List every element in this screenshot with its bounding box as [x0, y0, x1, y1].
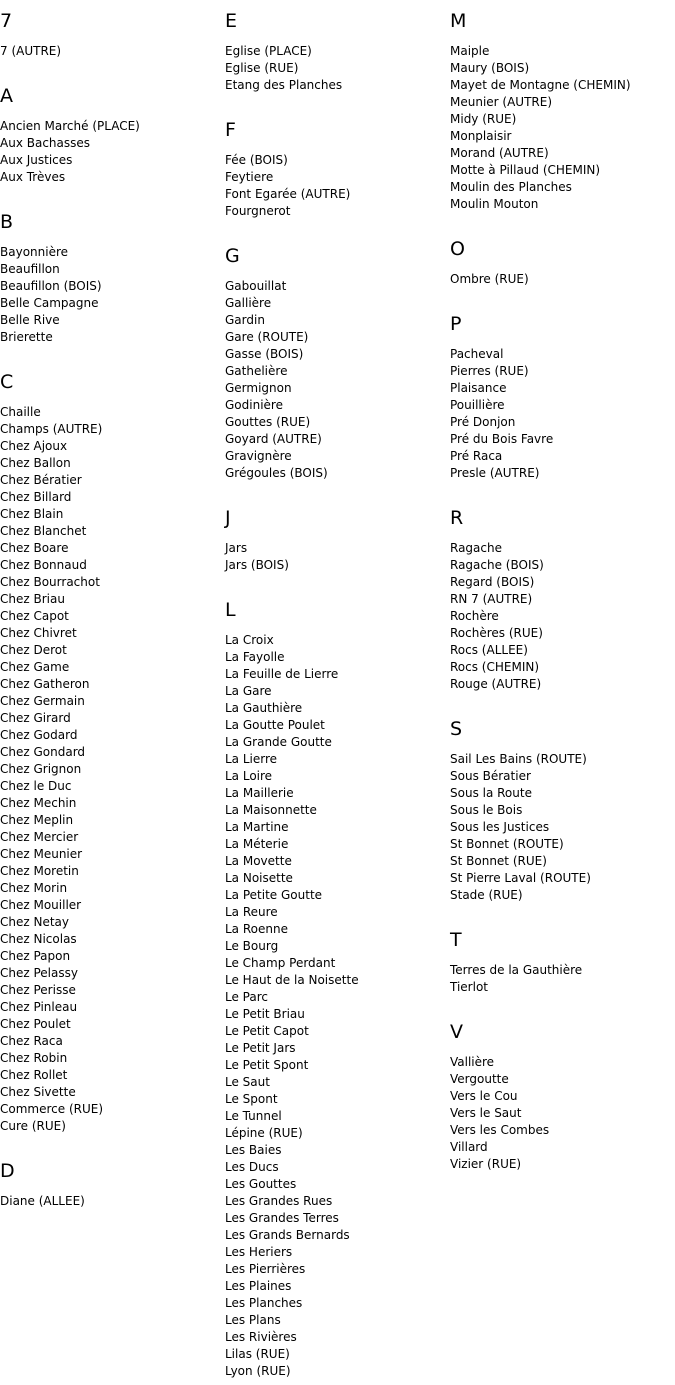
letter-section [0, 210, 225, 346]
street-item: 7 (AUTRE) [0, 44, 62, 58]
street-item: Cure (RUE) [0, 1119, 66, 1133]
street-item: Sous le Bois [450, 803, 523, 817]
street-item: Les Planches [225, 1296, 303, 1310]
letter-section [450, 717, 675, 904]
street-item: La Croix [225, 633, 274, 647]
street-item: Morand (AUTRE) [450, 146, 549, 160]
street-item: Ombre (RUE) [450, 272, 529, 286]
street-item: Chez Mechin [0, 796, 77, 810]
street-item: Gabouillat [225, 279, 287, 293]
street-item: Chez Blanchet [0, 524, 87, 538]
street-item: La Gare [225, 684, 272, 698]
street-item: Beaufillon [0, 262, 60, 276]
street-item: Diane (ALLEE) [0, 1194, 85, 1208]
letter-heading: P [450, 313, 462, 335]
street-item: Ancien Marché (PLACE) [0, 119, 140, 133]
street-item: Vers les Combes [450, 1123, 550, 1137]
street-item: Belle Rive [0, 313, 60, 327]
street-item: Pacheval [450, 347, 504, 361]
street-item: Fée (BOIS) [225, 153, 288, 167]
letter-section [450, 237, 675, 288]
letter-heading: L [225, 599, 236, 621]
street-item: Rochère [450, 609, 499, 623]
street-item: Chez Rollet [0, 1068, 68, 1082]
street-item: Rocs (CHEMIN) [450, 660, 540, 674]
street-item: Chez Bourrachot [0, 575, 100, 589]
street-item: Chez Boare [0, 541, 69, 555]
street-item: Le Petit Jars [225, 1041, 296, 1055]
street-item: Le Spont [225, 1092, 278, 1106]
street-item: La Lierre [225, 752, 278, 766]
letter-heading: D [0, 1160, 15, 1182]
street-item: Chez Mercier [0, 830, 79, 844]
letter-section [225, 118, 450, 220]
street-item: Les Pierrières [225, 1262, 306, 1276]
street-item: Les Heriers [225, 1245, 293, 1259]
street-item: Champs (AUTRE) [0, 422, 103, 436]
letter-section [225, 598, 450, 1380]
street-item: Goyard (AUTRE) [225, 432, 322, 446]
street-item: Chez Moretin [0, 864, 79, 878]
street-item: Tierlot [450, 980, 488, 994]
street-item: Pré Raca [450, 449, 503, 463]
street-item: Belle Campagne [0, 296, 99, 310]
street-item: Maury (BOIS) [450, 61, 530, 75]
street-list [450, 43, 675, 213]
street-item: Les Grandes Rues [225, 1194, 333, 1208]
street-item: Gardin [225, 313, 265, 327]
street-item: Presle (AUTRE) [450, 466, 540, 480]
letter-heading: 7 [0, 10, 13, 32]
letter-heading: G [225, 245, 240, 267]
street-item: Chez Briau [0, 592, 65, 606]
letter-heading: V [450, 1021, 463, 1043]
street-item: Le Champ Perdant [225, 956, 336, 970]
street-item: La Loire [225, 769, 273, 783]
street-item: Moulin des Planches [450, 180, 572, 194]
street-item: Terres de la Gauthière [450, 963, 583, 977]
street-item: Midy (RUE) [450, 112, 517, 126]
street-item: Lilas (RUE) [225, 1347, 290, 1361]
street-item: Bayonnière [0, 245, 69, 259]
street-item: Le Haut de la Noisette [225, 973, 359, 987]
street-item: Grégoules (BOIS) [225, 466, 328, 480]
street-item: La Petite Goutte [225, 888, 323, 902]
street-item: Chez Godard [0, 728, 78, 742]
letter-section [225, 9, 450, 94]
street-item: Chez Meplin [0, 813, 74, 827]
street-item: Chez Netay [0, 915, 69, 929]
letter-section [0, 9, 225, 60]
street-item: Pré Donjon [450, 415, 516, 429]
street-item: St Bonnet (ROUTE) [450, 837, 564, 851]
street-item: La Maisonnette [225, 803, 317, 817]
street-item: Mayet de Montagne (CHEMIN) [450, 78, 631, 92]
letter-heading: F [225, 119, 236, 141]
street-item: Le Bourg [225, 939, 279, 953]
street-item: Beaufillon (BOIS) [0, 279, 102, 293]
street-item: La Méterie [225, 837, 289, 851]
street-item: Lyon (RUE) [225, 1364, 291, 1378]
street-item: Gravignère [225, 449, 292, 463]
street-item: Villard [450, 1140, 488, 1154]
street-item: Lépine (RUE) [225, 1126, 303, 1140]
street-list [450, 751, 675, 904]
street-list [450, 540, 675, 693]
street-item: Sous les Justices [450, 820, 550, 834]
letter-heading: O [450, 238, 465, 260]
street-item: La Movette [225, 854, 292, 868]
index-column-2 [225, 9, 450, 1385]
street-list [0, 1193, 225, 1210]
street-item: La Martine [225, 820, 289, 834]
street-item: Motte à Pillaud (CHEMIN) [450, 163, 601, 177]
street-item: Jars (BOIS) [225, 558, 289, 572]
street-item: Feytiere [225, 170, 274, 184]
street-item: Le Petit Briau [225, 1007, 305, 1021]
street-item: Chez le Duc [0, 779, 72, 793]
street-item: Rouge (AUTRE) [450, 677, 542, 691]
street-item: Chez Grignon [0, 762, 82, 776]
street-item: Chez Derot [0, 643, 67, 657]
street-item: La Reure [225, 905, 278, 919]
street-list [225, 152, 450, 220]
street-item: Chez Pelassy [0, 966, 78, 980]
letter-section [225, 506, 450, 574]
street-list [450, 346, 675, 482]
street-item: Sous Bératier [450, 769, 531, 783]
street-item: Chez Gondard [0, 745, 86, 759]
street-item: Commerce (RUE) [0, 1102, 104, 1116]
index-column-1 [0, 9, 225, 1385]
letter-section [0, 370, 225, 1135]
street-item: Chez Game [0, 660, 70, 674]
street-item: Le Parc [225, 990, 268, 1004]
street-item: Chez Chivret [0, 626, 77, 640]
street-item: St Pierre Laval (ROUTE) [450, 871, 591, 885]
street-item: Les Ducs [225, 1160, 279, 1174]
street-item: Chez Mouiller [0, 898, 82, 912]
street-item: Stade (RUE) [450, 888, 523, 902]
street-item: La Fayolle [225, 650, 285, 664]
street-item: Chez Germain [0, 694, 85, 708]
street-item: Sail Les Bains (ROUTE) [450, 752, 587, 766]
street-item: Pierres (RUE) [450, 364, 529, 378]
street-item: Les Plans [225, 1313, 281, 1327]
street-item: La Feuille de Lierre [225, 667, 339, 681]
street-item: Chez Robin [0, 1051, 68, 1065]
street-item: St Bonnet (RUE) [450, 854, 547, 868]
letter-heading: A [0, 85, 13, 107]
street-item: La Noisette [225, 871, 293, 885]
letter-heading: J [225, 507, 231, 529]
street-item: Gasse (BOIS) [225, 347, 304, 361]
street-list [0, 43, 225, 60]
street-item: Regard (BOIS) [450, 575, 535, 589]
street-item: Chez Papon [0, 949, 71, 963]
street-item: Vers le Cou [450, 1089, 518, 1103]
street-item: Gouttes (RUE) [225, 415, 311, 429]
street-item: Godinière [225, 398, 283, 412]
street-item: Etang des Planches [225, 78, 343, 92]
letter-section [450, 312, 675, 482]
letter-heading: S [450, 718, 463, 740]
street-item: Chez Morin [0, 881, 68, 895]
letter-heading: E [225, 10, 238, 32]
street-list [0, 118, 225, 186]
street-item: Pré du Bois Favre [450, 432, 554, 446]
street-item: Aux Justices [0, 153, 73, 167]
street-item: Chez Pinleau [0, 1000, 78, 1014]
street-item: Les Baies [225, 1143, 282, 1157]
street-item: La Gauthière [225, 701, 303, 715]
street-item: Monplaisir [450, 129, 512, 143]
street-item: Maiple [450, 44, 490, 58]
street-list [450, 962, 675, 996]
street-item: Ragache (BOIS) [450, 558, 544, 572]
street-item: Aux Bachasses [0, 136, 91, 150]
street-item: Le Saut [225, 1075, 270, 1089]
street-item: Vizier (RUE) [450, 1157, 522, 1171]
street-item: Fourgnerot [225, 204, 291, 218]
street-item: RN 7 (AUTRE) [450, 592, 533, 606]
letter-heading: C [0, 371, 14, 393]
street-item: La Maillerie [225, 786, 294, 800]
street-item: Chez Girard [0, 711, 71, 725]
street-item: Plaisance [450, 381, 507, 395]
street-item: Eglise (RUE) [225, 61, 299, 75]
street-item: Sous la Route [450, 786, 532, 800]
street-item: Chez Ballon [0, 456, 71, 470]
street-item: Chez Perisse [0, 983, 76, 997]
street-item: Le Petit Spont [225, 1058, 309, 1072]
street-item: Chez Sivette [0, 1085, 76, 1099]
street-item: Gallière [225, 296, 272, 310]
street-item: Les Gouttes [225, 1177, 297, 1191]
letter-section [225, 244, 450, 482]
street-item: Brierette [0, 330, 53, 344]
street-item: Germignon [225, 381, 292, 395]
street-item: La Grande Goutte [225, 735, 332, 749]
street-item: Vallière [450, 1055, 495, 1069]
street-item: Chez Blain [0, 507, 64, 521]
street-item: Aux Trèves [0, 170, 66, 184]
street-list [225, 43, 450, 94]
street-item: Ragache [450, 541, 502, 555]
letter-heading: B [0, 211, 14, 233]
street-item: Vers le Saut [450, 1106, 522, 1120]
street-item: Chez Billard [0, 490, 72, 504]
letter-section [450, 506, 675, 693]
street-list [225, 632, 450, 1380]
letter-section [450, 1020, 675, 1173]
street-item: Rocs (ALLEE) [450, 643, 528, 657]
street-item: Chez Raca [0, 1034, 63, 1048]
street-item: Eglise (PLACE) [225, 44, 312, 58]
street-list [450, 271, 675, 288]
street-item: Les Rivières [225, 1330, 297, 1344]
street-item: Chez Bératier [0, 473, 82, 487]
letter-section [0, 1159, 225, 1210]
street-list [0, 244, 225, 346]
letter-heading: T [450, 929, 462, 951]
street-list [225, 278, 450, 482]
street-item: Chez Gatheron [0, 677, 90, 691]
street-item: Chez Meunier [0, 847, 83, 861]
street-item: Vergoutte [450, 1072, 509, 1086]
street-item: Chez Bonnaud [0, 558, 87, 572]
street-item: Pouillière [450, 398, 505, 412]
street-item: Les Grands Bernards [225, 1228, 350, 1242]
street-item: Chez Ajoux [0, 439, 68, 453]
street-item: Gathelière [225, 364, 288, 378]
street-list [0, 404, 225, 1135]
street-item: Chez Capot [0, 609, 69, 623]
letter-section [0, 84, 225, 186]
street-item: Le Petit Capot [225, 1024, 309, 1038]
letter-section [450, 928, 675, 996]
street-item: Rochères (RUE) [450, 626, 543, 640]
street-item: Jars [225, 541, 248, 555]
street-list [450, 1054, 675, 1173]
street-item: Chaille [0, 405, 41, 419]
street-item: Chez Nicolas [0, 932, 77, 946]
street-item: Meunier (AUTRE) [450, 95, 553, 109]
street-item: Chez Poulet [0, 1017, 71, 1031]
index-column-3 [450, 9, 675, 1385]
street-item: Font Egarée (AUTRE) [225, 187, 351, 201]
street-item: Moulin Mouton [450, 197, 539, 211]
letter-section [450, 9, 675, 213]
letter-heading: M [450, 10, 467, 32]
street-item: Les Grandes Terres [225, 1211, 339, 1225]
street-item: Le Tunnel [225, 1109, 282, 1123]
street-item: Les Plaines [225, 1279, 292, 1293]
street-item: La Goutte Poulet [225, 718, 325, 732]
street-list [225, 540, 450, 574]
street-item: La Roenne [225, 922, 288, 936]
street-item: Gare (ROUTE) [225, 330, 309, 344]
letter-heading: R [450, 507, 464, 529]
